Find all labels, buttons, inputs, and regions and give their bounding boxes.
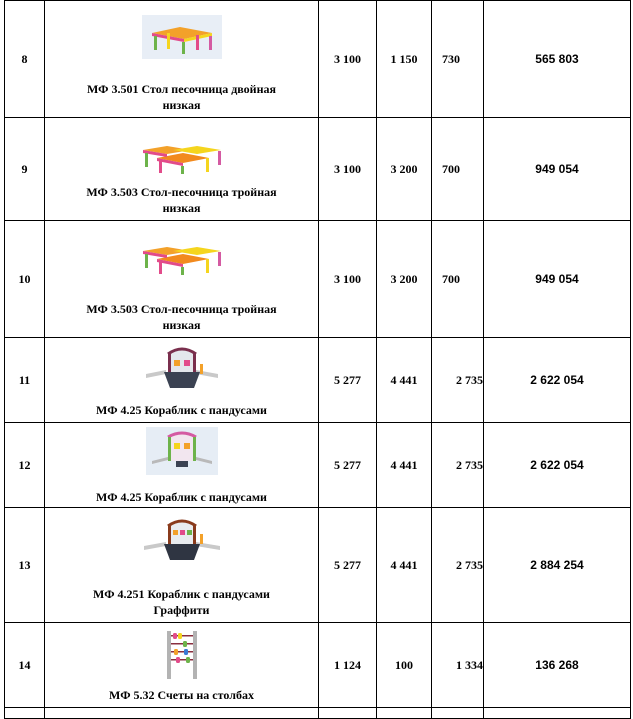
row-number: 14	[5, 623, 45, 708]
width-value: 3 200	[377, 118, 432, 221]
item-name-line1: МФ 5.32 Счеты на столбах	[109, 688, 254, 702]
row-number: 10	[5, 221, 45, 338]
item-cell	[45, 623, 319, 708]
price-value: 565 803	[484, 1, 631, 118]
height-value: 700	[432, 221, 484, 338]
table-row	[5, 508, 631, 623]
table-row	[5, 221, 631, 338]
equipment-price-table	[4, 0, 631, 719]
row-number: 8	[5, 1, 45, 118]
table-row	[5, 1, 631, 118]
abacus-posts-icon	[162, 629, 202, 681]
item-name-line1: МФ 3.503 Стол-песочница тройная	[86, 302, 277, 316]
item-cell	[45, 1, 319, 118]
table-row	[5, 623, 631, 708]
price-value: 949 054	[484, 118, 631, 221]
sand-table-double-icon	[142, 15, 222, 59]
ship-play-structure-icon	[144, 344, 220, 392]
length-value: 5 277	[319, 423, 377, 508]
width-value: 1 150	[377, 1, 432, 118]
row-number: 9	[5, 118, 45, 221]
height-value: 2 735	[432, 423, 484, 508]
height-value: 700	[432, 118, 484, 221]
width-value: 4 441	[377, 508, 432, 623]
item-cell	[45, 221, 319, 338]
price-value: 2 884 254	[484, 508, 631, 623]
row-number: 12	[5, 423, 45, 508]
sand-table-triple-icon	[139, 241, 225, 275]
item-cell	[45, 118, 319, 221]
price-value: 136 268	[484, 623, 631, 708]
table-row	[5, 423, 631, 508]
price-value: 949 054	[484, 221, 631, 338]
price-value: 2 622 054	[484, 338, 631, 423]
ship-graffiti-icon	[142, 514, 222, 564]
sand-table-triple-icon	[139, 140, 225, 174]
item-name-line2: Граффити	[153, 603, 210, 617]
width-value: 100	[377, 623, 432, 708]
item-name-line1: МФ 4.25 Кораблик с пандусами	[96, 490, 267, 504]
row-number: 13	[5, 508, 45, 623]
item-name-line2: низкая	[162, 318, 201, 332]
item-name-line2: низкая	[162, 201, 201, 215]
length-value: 3 100	[319, 1, 377, 118]
length-value: 5 277	[319, 338, 377, 423]
item-name-line1: МФ 3.503 Стол-песочница тройная	[86, 185, 277, 199]
item-cell	[45, 508, 319, 623]
height-value: 730	[432, 1, 484, 118]
table-row	[5, 338, 631, 423]
item-name-line1: МФ 4.25 Кораблик с пандусами	[96, 403, 267, 417]
table-row-partial	[5, 708, 631, 719]
length-value: 5 277	[319, 508, 377, 623]
price-value: 2 622 054	[484, 423, 631, 508]
width-value: 3 200	[377, 221, 432, 338]
item-name-line2: низкая	[162, 98, 201, 112]
height-value: 2 735	[432, 338, 484, 423]
height-value: 1 334	[432, 623, 484, 708]
item-name-line1: МФ 4.251 Кораблик с пандусами	[93, 587, 270, 601]
row-number: 11	[5, 338, 45, 423]
table-row	[5, 118, 631, 221]
height-value: 2 735	[432, 508, 484, 623]
length-value: 3 100	[319, 118, 377, 221]
length-value: 3 100	[319, 221, 377, 338]
width-value: 4 441	[377, 423, 432, 508]
length-value: 1 124	[319, 623, 377, 708]
ship-play-structure-icon	[146, 427, 218, 475]
width-value: 4 441	[377, 338, 432, 423]
item-cell	[45, 423, 319, 508]
item-cell	[45, 338, 319, 423]
item-name-line1: МФ 3.501 Стол песочница двойная	[87, 82, 276, 96]
